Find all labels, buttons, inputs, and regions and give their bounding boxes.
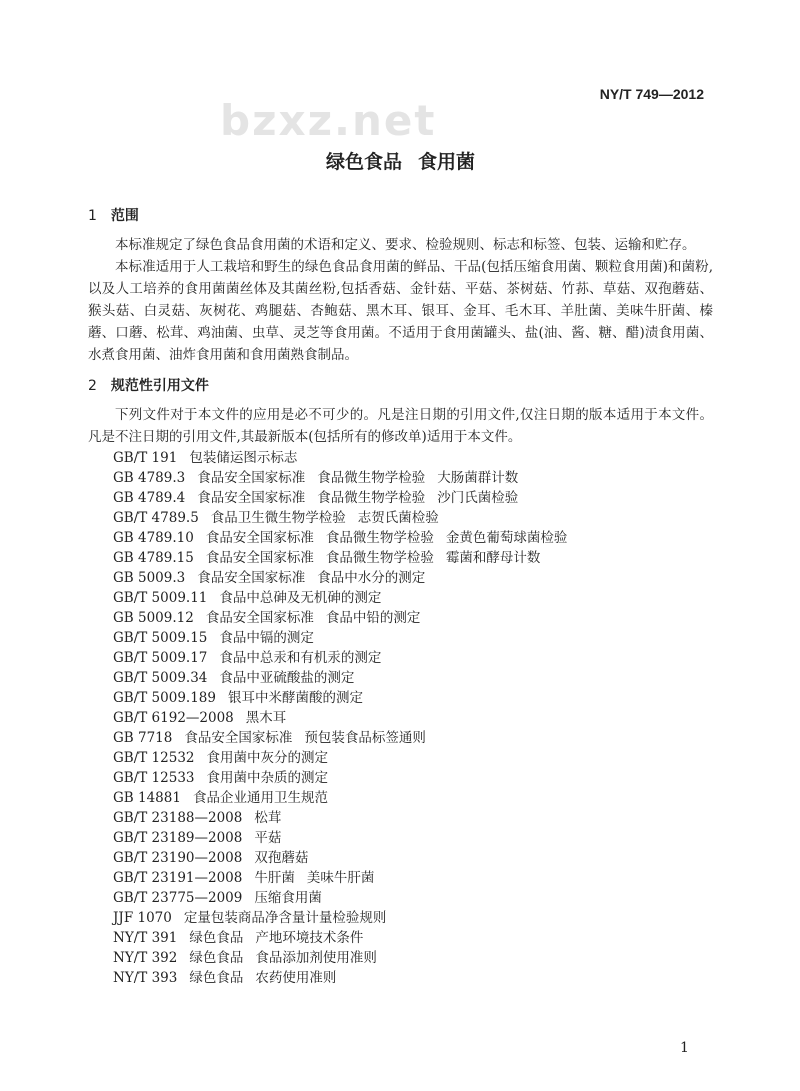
reference-code: GB/T 5009.17 — [113, 650, 208, 666]
reference-title: 食品中总汞和有机汞的测定 — [219, 650, 382, 666]
reference-code: GB 4789.10 — [113, 530, 194, 546]
reference-title: 绿色食品 — [189, 950, 244, 966]
reference-list — [88, 448, 713, 988]
reference-code: GB/T 23189—2008 — [113, 830, 243, 846]
reference-title: 绿色食品 — [189, 970, 244, 986]
reference-title: 平菇 — [254, 830, 282, 846]
page-title — [88, 150, 713, 174]
reference-code: GB/T 5009.189 — [113, 690, 216, 706]
reference-title: 食用菌中灰分的测定 — [206, 750, 328, 766]
reference-title: 产地环境技术条件 — [255, 930, 364, 946]
reference-item — [113, 668, 713, 688]
reference-code: GB/T 191 — [113, 450, 178, 466]
section-2-heading — [88, 376, 713, 396]
reference-item — [113, 968, 713, 988]
reference-title: 食品中总砷及无机砷的测定 — [219, 590, 382, 606]
reference-title: 绿色食品 — [189, 930, 244, 946]
reference-item — [113, 528, 713, 548]
reference-title: 松茸 — [254, 810, 282, 826]
reference-title: 食品中铅的测定 — [325, 610, 421, 626]
reference-item — [113, 708, 713, 728]
reference-title: 食品中亚硫酸盐的测定 — [219, 670, 355, 686]
references-intro: 下列文件对于本文件的应用是必不可少的。凡是注日期的引用文件,仅注日期的版本适用于本文件。凡是不注日期的引用文件,其最新版本(包括所有的修改单)适用于本文件。 — [88, 407, 713, 445]
reference-item — [113, 688, 713, 708]
reference-code: GB/T 5009.34 — [113, 670, 208, 686]
reference-title: 食品中镉的测定 — [219, 630, 314, 646]
reference-title: 食品安全国家标准 — [205, 610, 314, 626]
reference-code: GB/T 12533 — [113, 770, 195, 786]
reference-item — [113, 448, 713, 468]
reference-item — [113, 568, 713, 588]
reference-title: 食品微生物学检验 — [317, 470, 426, 486]
reference-item — [113, 948, 713, 968]
reference-item — [113, 808, 713, 828]
reference-title: 食品安全国家标准 — [197, 570, 306, 586]
reference-item — [113, 548, 713, 568]
reference-item — [113, 888, 713, 908]
reference-title: 包装储运图示标志 — [189, 450, 298, 466]
title-part: 食用菌 — [418, 151, 476, 173]
reference-item — [113, 588, 713, 608]
reference-code: GB/T 4789.5 — [113, 510, 199, 526]
reference-title: 食品安全国家标准 — [197, 490, 306, 506]
reference-code: GB 5009.3 — [113, 570, 186, 586]
reference-title: 黑木耳 — [245, 710, 287, 726]
reference-title: 定量包装商品净含量计量检验规则 — [183, 910, 387, 926]
section-title: 范围 — [110, 208, 139, 224]
reference-title: 食品微生物学检验 — [325, 530, 434, 546]
reference-item — [113, 468, 713, 488]
reference-title: 志贺氏菌检验 — [357, 510, 439, 526]
reference-item — [113, 908, 713, 928]
reference-item — [113, 748, 713, 768]
reference-code: NY/T 393 — [113, 970, 178, 986]
reference-title: 预包装食品标签通则 — [304, 730, 426, 746]
reference-title: 大肠菌群计数 — [437, 470, 519, 486]
reference-title: 食品安全国家标准 — [205, 550, 314, 566]
reference-title: 银耳中米酵菌酸的测定 — [227, 690, 363, 706]
section-number: 1 — [88, 208, 97, 224]
reference-title: 食品安全国家标准 — [197, 470, 306, 486]
reference-code: GB 7718 — [113, 730, 173, 746]
reference-item — [113, 828, 713, 848]
reference-title: 压缩食用菌 — [254, 890, 322, 906]
reference-code: NY/T 392 — [113, 950, 178, 966]
reference-item — [113, 648, 713, 668]
reference-code: GB 4789.4 — [113, 490, 186, 506]
reference-item — [113, 928, 713, 948]
reference-item — [113, 768, 713, 788]
reference-code: JJF 1070 — [113, 910, 172, 926]
reference-code: GB/T 5009.15 — [113, 630, 208, 646]
reference-code: GB/T 23191—2008 — [113, 870, 243, 886]
reference-code: GB 4789.15 — [113, 550, 194, 566]
reference-title: 食品卫生微生物学检验 — [210, 510, 346, 526]
reference-code: NY/T 391 — [113, 930, 178, 946]
reference-title: 金黄色葡萄球菌检验 — [445, 530, 568, 546]
scope-paragraph-1: 本标准规定了绿色食品食用菌的术语和定义、要求、检验规则、标志和标签、包装、运输和贮存。 — [115, 237, 696, 253]
reference-title: 沙门氏菌检验 — [437, 490, 519, 506]
reference-item — [113, 788, 713, 808]
reference-item — [113, 728, 713, 748]
scope-paragraph-2: 本标准适用于人工栽培和野生的绿色食品食用菌的鲜品、干品(包括压缩食用菌、颗粒食用菌)和菌粉,以及人工培养的食用菌菌丝体及其菌丝粉,包括香菇、金针菇、平菇、茶树菇、竹荪、草菇、双孢蘑菇、猴头菇、白灵菇、灰树花、鸡腿菇、杏鲍菇、黑木耳、银耳、金耳、毛木耳、羊肚菌、美味牛肝菌、榛蘑、口蘑、松茸、鸡油菌、虫草、灵芝等食用菌。不适用于食用菌罐头、盐(油、酱、糖、醋)渍食用菌、水煮食用菌、油炸食用菌和食用菌熟食制品。 — [88, 259, 713, 363]
page-number: 1 — [680, 1040, 689, 1056]
reference-code: GB/T 12532 — [113, 750, 195, 766]
reference-code: GB/T 5009.11 — [113, 590, 208, 606]
reference-title: 食品安全国家标准 — [184, 730, 293, 746]
reference-item — [113, 868, 713, 888]
reference-code: GB 4789.3 — [113, 470, 186, 486]
reference-title: 食品中水分的测定 — [317, 570, 426, 586]
reference-item — [113, 488, 713, 508]
reference-item — [113, 608, 713, 628]
reference-title: 双孢蘑菇 — [254, 850, 309, 866]
reference-title: 农药使用准则 — [255, 970, 337, 986]
reference-title: 食品微生物学检验 — [325, 550, 434, 566]
reference-title: 食品企业通用卫生规范 — [192, 790, 328, 806]
reference-code: GB/T 23188—2008 — [113, 810, 243, 826]
watermark: bzxz.net — [220, 96, 437, 145]
reference-title: 食品安全国家标准 — [205, 530, 314, 546]
reference-item — [113, 628, 713, 648]
section-number: 2 — [88, 378, 97, 394]
reference-code: GB 5009.12 — [113, 610, 194, 626]
reference-item — [113, 848, 713, 868]
reference-item — [113, 508, 713, 528]
reference-title: 霉菌和酵母计数 — [445, 550, 541, 566]
document-body — [88, 150, 713, 988]
reference-title: 食品添加剂使用准则 — [255, 950, 377, 966]
reference-code: GB/T 23775—2009 — [113, 890, 243, 906]
section-1-heading — [88, 206, 713, 226]
document-number: NY/T 749—2012 — [599, 86, 704, 102]
reference-title: 美味牛肝菌 — [306, 870, 375, 886]
reference-code: GB 14881 — [113, 790, 181, 806]
reference-code: GB/T 6192—2008 — [113, 710, 234, 726]
reference-title: 食品微生物学检验 — [317, 490, 426, 506]
title-part: 绿色食品 — [325, 151, 402, 173]
reference-title: 食用菌中杂质的测定 — [206, 770, 328, 786]
reference-code: GB/T 23190—2008 — [113, 850, 243, 866]
reference-title: 牛肝菌 — [254, 870, 295, 886]
section-title: 规范性引用文件 — [110, 378, 209, 394]
